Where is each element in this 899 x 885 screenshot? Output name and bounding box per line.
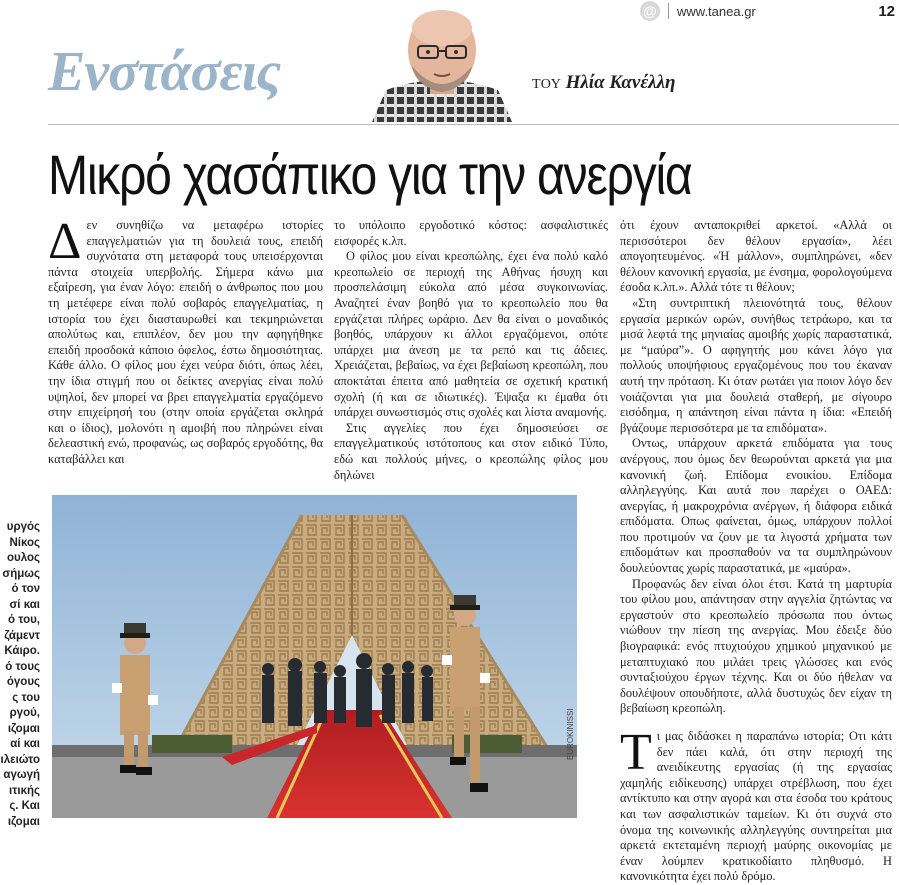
caption-line: αί και — [10, 738, 40, 750]
news-photo — [52, 495, 577, 818]
ceremony-illustration — [52, 495, 577, 818]
caption-line: αγωγή — [3, 769, 40, 781]
caption-line: ό τους — [5, 660, 40, 673]
side-caption — [0, 520, 40, 830]
caption-line: σήμως — [2, 567, 40, 580]
column-rubric: Ενστάσεις — [48, 41, 281, 103]
paragraph: Ο φίλος μου είναι κρεοπώλης, έχει ένα πολύ καλό κρεοπωλείο σε περιοχή της Αθήνας ήσυχη και προσπελάσιμη εύκολα από μέσα συγκοινωνίας. Αναζητεί έναν βοηθό για το κρεοπωλείο που θα εργάζεται πλήρες ωράριο. Δεν θα είναι ο μοναδικός βοηθός, υπάρχουν κι άλλοι εργαζόμενοι, οπότε υπάρχει μια άνεση με τα ρεπό και τις άδειες. Χρειάζεται, βεβαίως, να έχει βεβαίωση κρεοπώλη, που αποκτάται έπειτα από μαθητεία σε σχετική κρατική σχολή (ή και σε ιδιωτικές). Έψαξα κι έμαθα ότι υπάρχει συνωστισμός στις σχολές και λίστα αναμονής. — [334, 249, 608, 420]
divider — [48, 124, 899, 125]
paragraph: Οντως, υπάρχουν αρκετά επιδόματα για τους ανέργους, που όμως δεν θεωρούνται αρκετά για μια κανονική ζωή. Επίδομα ενοικίου. Επίδομα αλληλεγγύης. Και αυτά που παρέχει ο ΟΑΕΔ: ανεργίας, ή μακροχρόνια ανέργων, ή διάφορα ειδικά επιδόματα. Οπως φαίνεται, όμως, υπάρχουν πολλοί που προτιμούν να ζουν με τα λιγοστά χρήματα των επιδομάτων και προσπαθούν να τα συμπληρώνουν δουλεύοντας χωρίς παραστατικά, με «μαύρα». — [620, 436, 892, 576]
caption-line: ργού, — [9, 707, 40, 719]
article-column-3 — [620, 218, 892, 885]
paragraph — [620, 724, 892, 885]
article-column-1 — [48, 213, 323, 468]
paragraph-text: εν συνηθίζω να μεταφέρω ιστορίες επαγγελματιών για τη δουλειά τους, επειδή συχνότατα στη μεταφορά τους υπεισέρχονται πάντα στοιχεία υπερβολής. Σήμερα κάνω μια εξαίρεση, για έναν λόγο: επειδή ο άνθρωπος που μου τη μετέφερε είναι πολύ σοβαρός επαγγελματίας, η ιστορία του έχει διασταυρωθεί και τεκμηριώνεται απολύτως και, επιπλέον, δεν μου την αφηγήθηκε επειδή προσδοκά κάποιο όφελος, έστω δημοσιότητας. Κάθε άλλο. Ο φίλος μου έχει νεύρα διότι, όπως λέει, την ίδια στιγμή που οι δείκτες ανεργίας είναι πολύ υψηλοί, δεν μπορεί να βρει επαγγελματία εργαζόμενο στην επιχείρησή του (στην οποία εργάζεται σκληρά και ο ίδιος), μολονότι η αμοιβή που πληρώνει είναι δελεαστική ενώ, προφανώς, ως σοβαρός εργοδότης, θα καταβάλλει και — [48, 218, 323, 466]
caption-line: ιζομαι — [7, 722, 40, 735]
page-number: 12 — [878, 2, 895, 20]
author-portrait — [364, 4, 520, 122]
caption-line: ς του — [12, 691, 40, 704]
caption-line: ό τον — [11, 583, 40, 595]
paragraph: το υπόλοιπο εργοδοτικό κόστος: ασφαλιστικές εισφορές κ.λπ. — [334, 218, 608, 248]
paragraph: Προφανώς δεν είναι όλοι έτσι. Κατά τη μαρτυρία του φίλου μου, απάντησαν στην αγγελία ζητώντας να εργαστούν στο κρεοπωλείο πρόσωπα που όντως νιώθουν την πίεση της ανεργίας. Μου έδειξε δύο βιογραφικά: ενός πτυχιούχου χημικού μηχανικού με μεταπτυχιακό που μιλάει τρεις γλώσσες και ενός συνταξιούχου έργων τέχνης. Και οι δύο ήθελαν να δουλέψουν οπουδήποτε, αλλά δυστυχώς δεν είχαν τη βεβαίωση κρεοπώλη. — [620, 576, 892, 716]
article-headline: Μικρό χασάπικο για την ανεργία — [48, 143, 692, 206]
caption-line: ζάμεντ — [4, 629, 40, 642]
caption-line: ς. Και — [9, 800, 40, 812]
byline — [532, 72, 675, 94]
drop-cap: Δ — [48, 213, 82, 270]
caption-line: Κάιρο. — [4, 645, 40, 657]
at-icon: @ — [640, 1, 660, 21]
paragraph: ότι έχουν ανταποκριθεί αρκετοί. «Αλλά οι περισσότεροι δεν θέλουν εργασία», λέει απογοητευμένος. «Ή μάλλον», συμπληρώνει, «δεν θέλουν κανονική εργασία, με ένσημα, φορολογούμενα έσοδα κ.λπ.». Αλλά τότε τι θέλουν; — [620, 218, 892, 295]
paragraph-text: ι μας διδάσκει η παραπάνω ιστορία; Οτι κάτι δεν πάει καλά, ότι στην περιοχή της ανειδίκευτης εργασίας (ή της εργασίας χαμηλής ειδίκευσης) υπάρχει στρέβλωση, που έχει αντίκτυπο και στην αγορά και στα έσοδα του κράτους και των ασφαλιστικών ταμείων. Κι ότι συχνά στο όνομα της κοινωνικής αλληλεγγύης συντηρείται μια αρκετά εκτεταμένη περιοχή μαύρης οικονομίας με έναν λούμπεν κρατικοδίαιτο πληθυσμό. Η κανονικότητα έχει πολύ δρόμο. — [620, 729, 892, 884]
paragraph — [48, 213, 323, 468]
caption-line: σί και — [9, 598, 40, 611]
paragraph: Στις αγγελίες που έχει δημοσιεύσει σε επαγγελματικούς ιστότοπους και στον ειδικό Τύπο, εδώ και πολλούς μήνες, ο κρεοπώλης φίλος μου δηλώνει — [334, 420, 608, 482]
site-url[interactable]: www.tanea.gr — [677, 3, 756, 19]
caption-line: όγους — [6, 676, 40, 688]
drop-cap: Τ — [620, 724, 652, 781]
photo-credit: EUROKINISSI — [566, 708, 575, 760]
caption-line: ιτικής — [9, 784, 40, 797]
caption-line: Νίκος — [9, 536, 40, 549]
site-bar — [640, 0, 899, 22]
separator — [668, 3, 669, 19]
caption-line: ιλειώτο — [0, 753, 40, 766]
caption-line: ιζομαι — [7, 815, 40, 828]
paragraph: «Στη συντριπτική πλειονότητά τους, θέλουν εργασία μερικών ωρών, συνήθως τετράωρο, και τα μισά λεφτά της μηνιαίας αμοιβής χωρίς παραστατικά, με “μαύρα”». Ο αφηγητής μου κάνει λόγο για πολλούς υποψήφιους εργαζομένους που του έκαναν αυτή την πρόταση. Κι όταν ρωτάει για ποιον λόγο δεν νοιάζονται για μια δουλειά σταθερή, με σίγουρο εισόδημα, η απάντηση είναι πάντα η ίδια: «Επειδή βγάζουμε περισσότερα με τα επιδόματα». — [620, 295, 892, 435]
caption-line: υργός — [6, 521, 40, 533]
author-name: Ηλία Κανέλλη — [565, 72, 676, 93]
article-column-2 — [334, 218, 608, 483]
byline-prefix: ΤΟΥ — [532, 77, 562, 92]
caption-line: ό του, — [8, 614, 40, 626]
caption-line: ουλος — [7, 552, 40, 564]
